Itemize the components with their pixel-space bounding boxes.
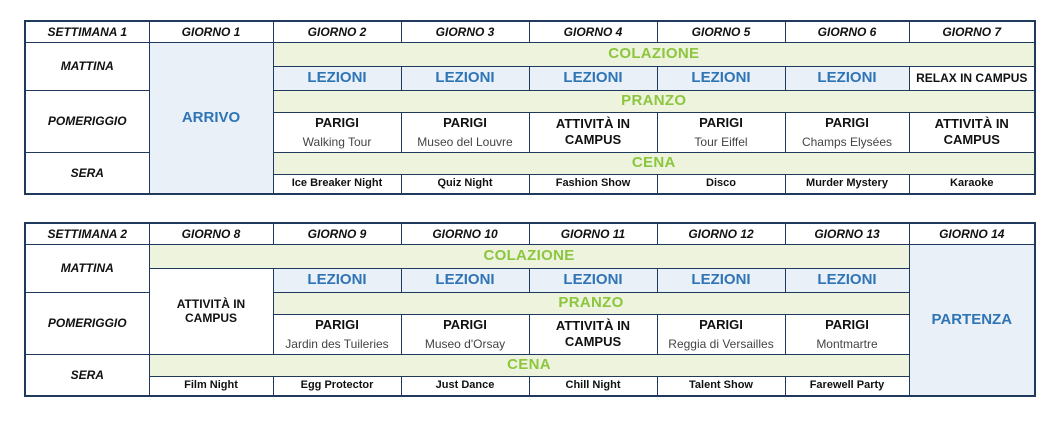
week2-lezioni-day9: LEZIONI [273, 268, 401, 292]
week1-row-label-pomeriggio: POMERIGGIO [25, 90, 149, 152]
activity-title: ATTIVITÀ IN CAMPUS [555, 116, 631, 147]
week2-lezioni-day10: LEZIONI [401, 268, 529, 292]
activity-subtitle: Walking Tour [302, 134, 372, 149]
week1-row-label-sera: SERA [25, 152, 149, 194]
week2-lezioni-day11: LEZIONI [529, 268, 657, 292]
activity-subtitle: Museo d'Orsay [424, 336, 506, 351]
week1-evening-day3: Quiz Night [401, 174, 529, 194]
activity-title: PARIGI [443, 317, 487, 332]
week1-evening-day2: Ice Breaker Night [273, 174, 401, 194]
week2-header-week: SETTIMANA 2 [25, 223, 149, 244]
week1-schedule-table [24, 20, 1036, 195]
week1-activity-day7 [909, 112, 1035, 152]
week2-departure-cell: PARTENZA [909, 244, 1035, 396]
week2-activity-day10 [401, 314, 529, 354]
activity-title: PARIGI [825, 115, 869, 130]
week2-evening-day8: Film Night [149, 376, 273, 396]
week2-lezioni-day13: LEZIONI [785, 268, 909, 292]
week2-cena-band: CENA [149, 354, 909, 376]
week2-header-day12: GIORNO 12 [657, 223, 785, 244]
activity-title: PARIGI [699, 317, 743, 332]
week1-lezioni-day4: LEZIONI [529, 66, 657, 90]
week1-header-day7: GIORNO 7 [909, 21, 1035, 42]
week2-evening-day13: Farewell Party [785, 376, 909, 396]
week1-header-week: SETTIMANA 1 [25, 21, 149, 42]
week1-activity-day2 [273, 112, 401, 152]
activity-title: PARIGI [699, 115, 743, 130]
week1-header-day3: GIORNO 3 [401, 21, 529, 42]
week1-pranzo-band: PRANZO [273, 90, 1035, 112]
week1-evening-day4: Fashion Show [529, 174, 657, 194]
week1-activity-day3 [401, 112, 529, 152]
week1-colazione-band: COLAZIONE [273, 42, 1035, 66]
week2-activity-day12 [657, 314, 785, 354]
week1-relax-day7: RELAX IN CAMPUS [909, 66, 1035, 90]
activity-title: PARIGI [315, 317, 359, 332]
week2-pranzo-band: PRANZO [273, 292, 909, 314]
week2-header-day14: GIORNO 14 [909, 223, 1035, 244]
week2-day8-activity: ATTIVITÀ IN CAMPUS [149, 268, 273, 354]
week2-evening-day9: Egg Protector [273, 376, 401, 396]
week2-header-day13: GIORNO 13 [785, 223, 909, 244]
week1-header-day5: GIORNO 5 [657, 21, 785, 42]
activity-subtitle: Jardin des Tuileries [285, 336, 389, 351]
activity-title: ATTIVITÀ IN CAMPUS [555, 318, 631, 349]
activity-subtitle: Champs Elysées [801, 134, 893, 149]
week1-activity-day4 [529, 112, 657, 152]
activity-title: PARIGI [315, 115, 359, 130]
activity-subtitle: Reggia di Versailles [668, 336, 774, 351]
week2-activity-day13 [785, 314, 909, 354]
week1-header-day6: GIORNO 6 [785, 21, 909, 42]
week2-colazione-band: COLAZIONE [149, 244, 909, 268]
week2-header-day8: GIORNO 8 [149, 223, 273, 244]
week1-lezioni-day5: LEZIONI [657, 66, 785, 90]
week2-row-label-pomeriggio: POMERIGGIO [25, 292, 149, 354]
week1-header-day1: GIORNO 1 [149, 21, 273, 42]
week2-activity-day11 [529, 314, 657, 354]
activity-subtitle: Museo del Louvre [417, 134, 513, 149]
week2-schedule-table [24, 222, 1036, 397]
week1-activity-day5 [657, 112, 785, 152]
week2-evening-day12: Talent Show [657, 376, 785, 396]
week1-arrival-cell: ARRIVO [149, 42, 273, 194]
week2-evening-day11: Chill Night [529, 376, 657, 396]
week1-cena-band: CENA [273, 152, 1035, 174]
week2-row-label-sera: SERA [25, 354, 149, 396]
week2-lezioni-day12: LEZIONI [657, 268, 785, 292]
activity-title: PARIGI [825, 317, 869, 332]
week2-header-day10: GIORNO 10 [401, 223, 529, 244]
week1-evening-day5: Disco [657, 174, 785, 194]
week1-header-day4: GIORNO 4 [529, 21, 657, 42]
week2-activity-day9 [273, 314, 401, 354]
week1-header-day2: GIORNO 2 [273, 21, 401, 42]
week2-header-day11: GIORNO 11 [529, 223, 657, 244]
week1-lezioni-day6: LEZIONI [785, 66, 909, 90]
activity-title: ATTIVITÀ IN CAMPUS [934, 116, 1009, 147]
activity-title: PARIGI [443, 115, 487, 130]
week1-activity-day6 [785, 112, 909, 152]
activity-subtitle: Tour Eiffel [694, 134, 748, 149]
activity-subtitle: Montmartre [816, 336, 878, 351]
week1-evening-day7: Karaoke [909, 174, 1035, 194]
week1-row-label-mattina: MATTINA [25, 42, 149, 90]
week1-lezioni-day3: LEZIONI [401, 66, 529, 90]
week1-lezioni-day2: LEZIONI [273, 66, 401, 90]
week2-row-label-mattina: MATTINA [25, 244, 149, 292]
week1-evening-day6: Murder Mystery [785, 174, 909, 194]
week2-header-day9: GIORNO 9 [273, 223, 401, 244]
week2-evening-day10: Just Dance [401, 376, 529, 396]
